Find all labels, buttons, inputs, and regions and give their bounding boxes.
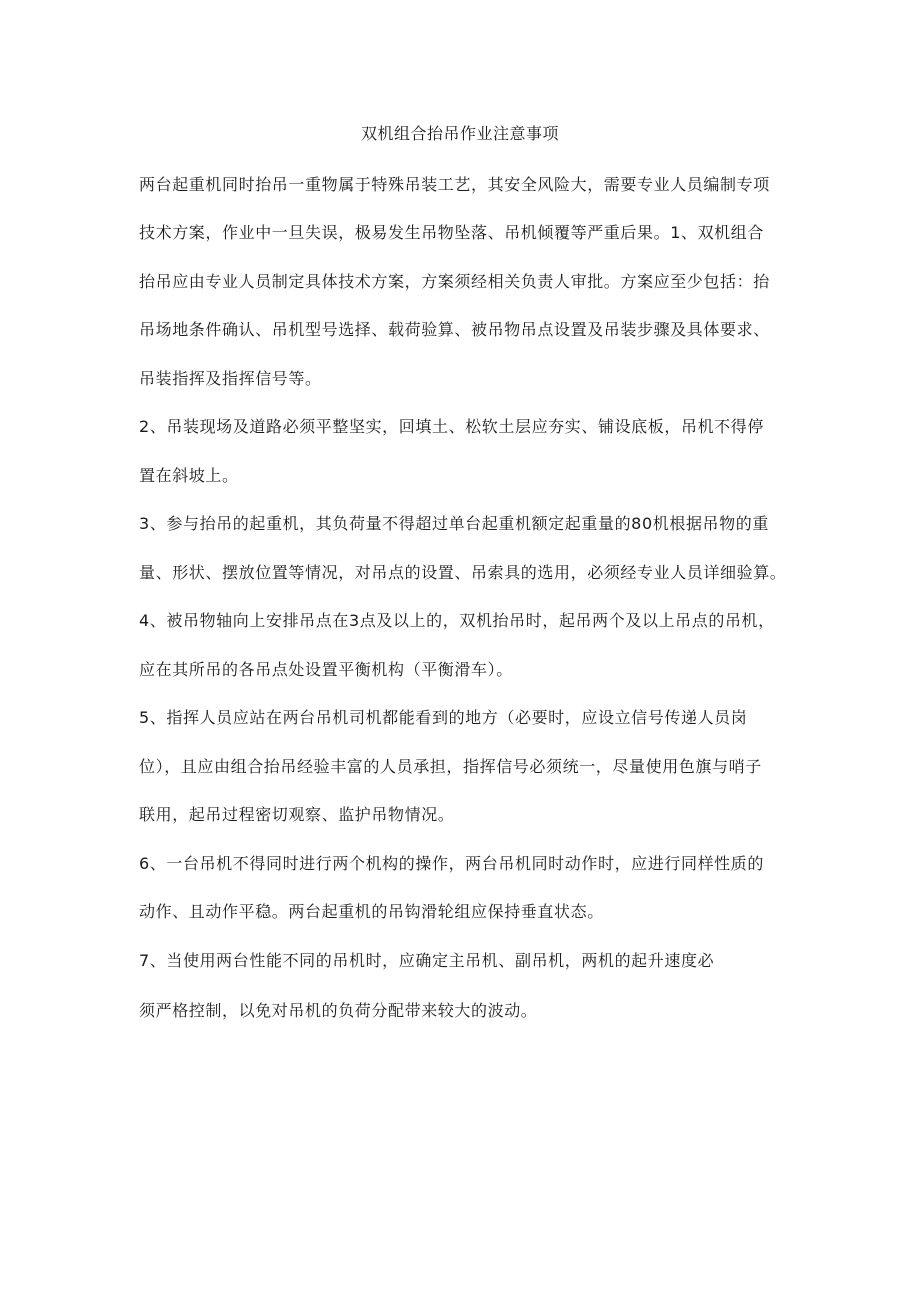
paragraph-line: 4、被吊物轴向上安排吊点在3点及以上的，双机抬吊时，起吊两个及以上吊点的吊机， bbox=[139, 611, 775, 630]
paragraph-line: 联用，起吊过程密切观察、监护吊物情况。 bbox=[139, 805, 455, 824]
paragraph-line: 置在斜坡上。 bbox=[139, 466, 239, 485]
paragraph-line: 抬吊应由专业人员制定具体技术方案，方案须经相关负责人审批。方案应至少包括：抬 bbox=[139, 272, 770, 291]
paragraph-line: 须严格控制，以免对吊机的负荷分配带来较大的波动。 bbox=[139, 1001, 538, 1020]
paragraph-line: 7、当使用两台性能不同的吊机时，应确定主吊机、副吊机，两机的起升速度必 bbox=[139, 951, 715, 970]
paragraph-line: 应在其所吊的各吊点处设置平衡机构（平衡滑车）。 bbox=[139, 660, 513, 679]
paragraph-line: 3、参与抬吊的起重机，其负荷量不得超过单台起重机额定起重量的80机根据吊物的重 bbox=[139, 514, 769, 533]
paragraph-line: 吊场地条件确认、吊机型号选择、载荷验算、被吊物吊点设置及吊装步骤及具体要求、 bbox=[139, 320, 770, 339]
paragraph-line: 5、指挥人员应站在两台吊机司机都能看到的地方（必要时，应设立信号传递人员岗 bbox=[139, 708, 748, 727]
paragraph-line: 位），且应由组合抬吊经验丰富的人员承担，指挥信号必须统一，尽量使用色旗与哨子 bbox=[139, 757, 762, 776]
paragraph-line: 6、一台吊机不得同时进行两个机构的操作，两台吊机同时动作时，应进行同样性质的 bbox=[139, 854, 764, 873]
document-title: 双机组合抬吊作业注意事项 bbox=[360, 124, 559, 143]
paragraph-line: 两台起重机同时抬吊一重物属于特殊吊装工艺，其安全风险大，需要专业人员编制专项 bbox=[139, 175, 770, 194]
paragraph-line: 动作、且动作平稳。两台起重机的吊钩滑轮组应保持垂直状态。 bbox=[139, 902, 604, 921]
paragraph-line: 技术方案，作业中一旦失误，极易发生吊物坠落、吊机倾覆等严重后果。1、双机组合 bbox=[139, 223, 764, 242]
paragraph-line: 量、形状、摆放位置等情况，对吊点的设置、吊索具的选用，必须经专业人员详细验算。 bbox=[139, 563, 787, 582]
paragraph-line: 2、吊装现场及道路必须平整坚实，回填土、松软土层应夯实、铺设底板，吊机不得停 bbox=[139, 417, 764, 436]
paragraph-line: 吊装指挥及指挥信号等。 bbox=[139, 369, 322, 388]
